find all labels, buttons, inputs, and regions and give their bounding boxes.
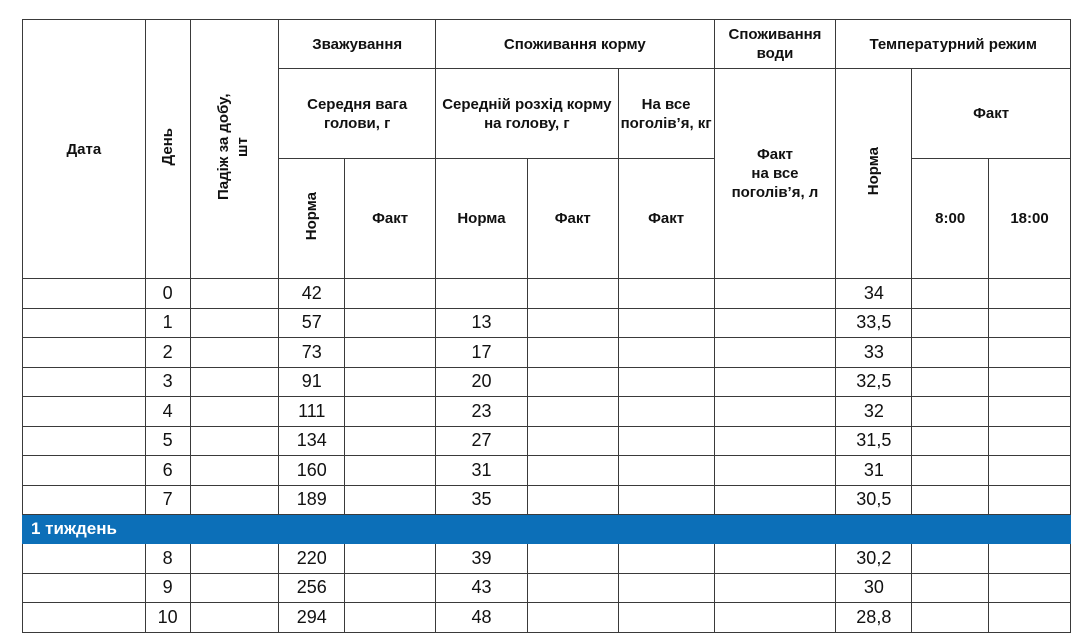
header-all-feed-fact: Факт [618,159,714,279]
date-cell [23,544,146,574]
mortality-cell [190,397,279,427]
day-cell: 6 [145,456,190,486]
weight-norm-cell: 189 [279,485,345,515]
weight-fact-cell [345,426,436,456]
temp-18-cell [989,456,1071,486]
weight-norm-cell: 91 [279,367,345,397]
feed-fact-cell [527,367,618,397]
feed-norm-cell: 48 [436,603,528,633]
date-cell [23,279,146,309]
temp-norm-cell: 33 [836,338,912,368]
temp-8-cell [912,544,989,574]
feed-norm-cell: 27 [436,426,528,456]
temp-8-cell [912,573,989,603]
date-cell [23,603,146,633]
all-feed-fact-cell [618,573,714,603]
all-feed-fact-cell [618,338,714,368]
header-mortality-label: Падіж за добу, шт [215,93,252,200]
mortality-cell [190,603,279,633]
weight-fact-cell [345,279,436,309]
water-fact-cell [714,397,836,427]
temp-18-cell [989,279,1071,309]
table-row [23,603,1071,633]
weight-fact-cell [345,397,436,427]
header-day [145,20,190,279]
weight-norm-cell: 220 [279,544,345,574]
feed-fact-cell [527,397,618,427]
temp-norm-cell: 31,5 [836,426,912,456]
day-cell: 7 [145,485,190,515]
feed-norm-cell: 23 [436,397,528,427]
header-all-feed: На все поголів’я, кг [618,69,714,159]
header-temperature: Температурний режим [836,20,1071,69]
feed-fact-cell [527,603,618,633]
water-fact-cell [714,603,836,633]
date-cell [23,485,146,515]
table-body-week2 [23,544,1071,633]
date-cell [23,426,146,456]
date-cell [23,397,146,427]
weight-norm-cell: 256 [279,573,345,603]
day-cell: 2 [145,338,190,368]
water-fact-cell [714,544,836,574]
table-row [23,279,1071,309]
feed-fact-cell [527,573,618,603]
temp-norm-cell: 32,5 [836,367,912,397]
temp-norm-cell: 28,8 [836,603,912,633]
weight-fact-cell [345,367,436,397]
temp-8-cell [912,456,989,486]
temp-norm-cell: 30,2 [836,544,912,574]
header-temp-norm [836,69,912,279]
water-fact-line3: поголів’я, л [731,184,819,201]
water-fact-cell [714,338,836,368]
temp-norm-cell: 30 [836,573,912,603]
date-cell [23,338,146,368]
feed-fact-cell [527,544,618,574]
mortality-cell [190,544,279,574]
temp-norm-cell: 30,5 [836,485,912,515]
all-feed-fact-cell [618,603,714,633]
day-cell: 3 [145,367,190,397]
day-cell: 10 [145,603,190,633]
table-row [23,544,1071,574]
feed-norm-cell: 39 [436,544,528,574]
temp-8-cell [912,485,989,515]
table-row [23,426,1071,456]
temp-8-cell [912,397,989,427]
water-fact-cell [714,456,836,486]
header-weight-fact: Факт [345,159,436,279]
feed-norm-cell [436,279,528,309]
mortality-cell [190,456,279,486]
header-weight-norm [279,159,345,279]
weight-norm-cell: 57 [279,308,345,338]
temp-8-cell [912,308,989,338]
weight-norm-cell: 42 [279,279,345,309]
table-body-band [23,515,1071,544]
header-water: Споживання води [714,20,836,69]
feed-norm-cell: 31 [436,456,528,486]
weight-fact-cell [345,573,436,603]
all-feed-fact-cell [618,279,714,309]
feed-norm-cell: 43 [436,573,528,603]
header-feed-fact: Факт [527,159,618,279]
mortality-cell [190,485,279,515]
date-cell [23,308,146,338]
temp-18-cell [989,573,1071,603]
temp-8-cell [912,338,989,368]
weight-norm-cell: 294 [279,603,345,633]
all-feed-fact-cell [618,367,714,397]
feed-fact-cell [527,338,618,368]
mortality-cell [190,338,279,368]
date-cell [23,573,146,603]
water-fact-cell [714,308,836,338]
temp-norm-cell: 31 [836,456,912,486]
all-feed-fact-cell [618,544,714,574]
header-weighing: Зважування [279,20,436,69]
temp-norm-cell: 34 [836,279,912,309]
header-time-8: 8:00 [912,159,989,279]
feed-norm-cell: 20 [436,367,528,397]
feed-norm-cell: 35 [436,485,528,515]
table-row [23,456,1071,486]
water-fact-line1: Факт [756,146,793,163]
temp-18-cell [989,308,1071,338]
temp-18-cell [989,338,1071,368]
feed-norm-cell: 13 [436,308,528,338]
temp-18-cell [989,485,1071,515]
weight-fact-cell [345,603,436,633]
water-fact-cell [714,367,836,397]
weight-fact-cell [345,485,436,515]
temp-18-cell [989,603,1071,633]
all-feed-fact-cell [618,485,714,515]
day-cell: 4 [145,397,190,427]
header-feed-norm: Норма [436,159,528,279]
header-weight-norm-label: Норма [303,191,321,241]
mortality-cell [190,573,279,603]
all-feed-fact-cell [618,456,714,486]
mortality-cell [190,426,279,456]
water-fact-cell [714,279,836,309]
feed-fact-cell [527,308,618,338]
water-fact-cell [714,485,836,515]
header-feed: Споживання корму [436,20,714,69]
all-feed-fact-cell [618,426,714,456]
weight-fact-cell [345,308,436,338]
header-date: Дата [23,20,146,279]
feed-fact-cell [527,279,618,309]
mortality-cell [190,367,279,397]
temp-norm-cell: 33,5 [836,308,912,338]
header-avg-feed: Середній розхід корму на голову, г [436,69,619,159]
header-day-label: День [159,127,177,166]
feed-fact-cell [527,485,618,515]
weight-norm-cell: 134 [279,426,345,456]
header-temp-norm-label: Норма [865,146,883,196]
table-row [23,485,1071,515]
feed-fact-cell [527,456,618,486]
mortality-cell [190,279,279,309]
day-cell: 9 [145,573,190,603]
weight-fact-cell [345,544,436,574]
day-cell: 1 [145,308,190,338]
weight-fact-cell [345,338,436,368]
temp-8-cell [912,603,989,633]
weight-norm-cell: 111 [279,397,345,427]
feed-fact-cell [527,426,618,456]
all-feed-fact-cell [618,308,714,338]
temp-18-cell [989,544,1071,574]
mortality-cell [190,308,279,338]
day-cell: 8 [145,544,190,574]
header-temp-fact: Факт [912,69,1071,159]
poultry-log-table [22,19,1071,633]
water-fact-cell [714,573,836,603]
temp-norm-cell: 32 [836,397,912,427]
header-time-18: 18:00 [989,159,1071,279]
all-feed-fact-cell [618,397,714,427]
header-water-fact [714,69,836,279]
table-row [23,308,1071,338]
temp-18-cell [989,426,1071,456]
header-avg-weight: Середня вага голови, г [279,69,436,159]
temp-18-cell [989,397,1071,427]
temp-8-cell [912,279,989,309]
table-row [23,338,1071,368]
table-row [23,573,1071,603]
weight-norm-cell: 160 [279,456,345,486]
water-fact-line2: на все [751,165,799,182]
day-cell: 0 [145,279,190,309]
date-cell [23,456,146,486]
weight-norm-cell: 73 [279,338,345,368]
temp-18-cell [989,367,1071,397]
feed-norm-cell: 17 [436,338,528,368]
day-cell: 5 [145,426,190,456]
weight-fact-cell [345,456,436,486]
temp-8-cell [912,426,989,456]
water-fact-cell [714,426,836,456]
week-band-row [23,515,1071,544]
table-body-week1 [23,279,1071,515]
header-mortality [190,20,279,279]
date-cell [23,367,146,397]
week-label: 1 тиждень [23,515,1071,544]
temp-8-cell [912,367,989,397]
table-row [23,397,1071,427]
table-row [23,367,1071,397]
